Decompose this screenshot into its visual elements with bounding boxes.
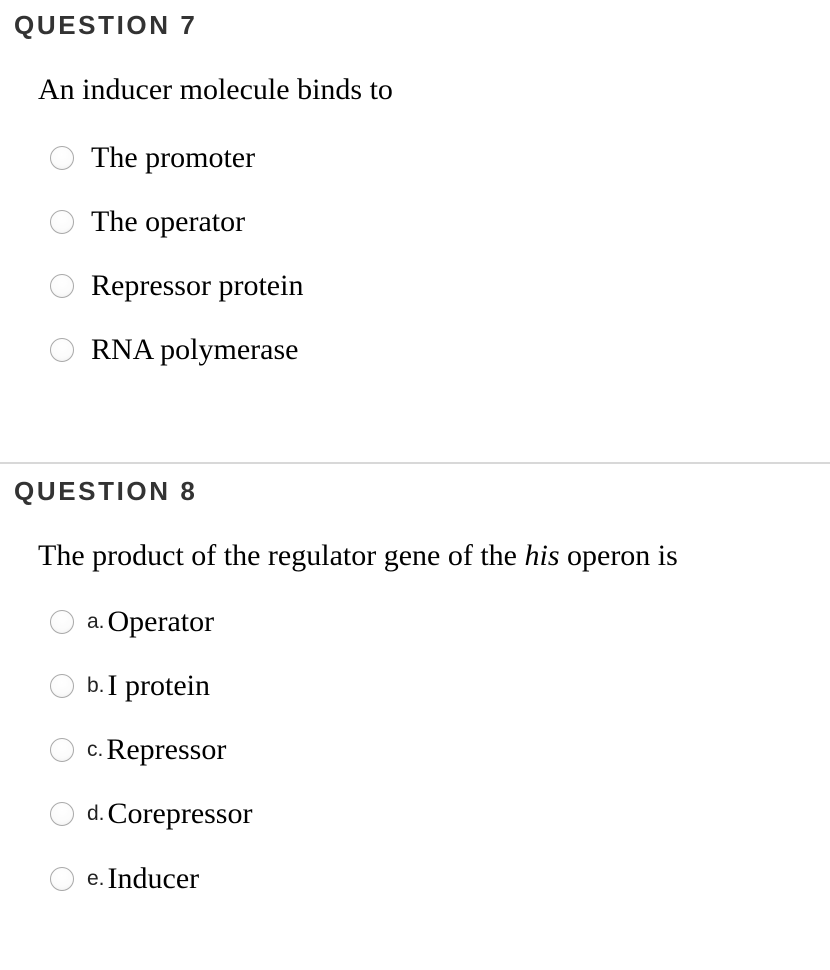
- answer-option-b[interactable]: [50, 668, 210, 704]
- answer-option-d[interactable]: [50, 796, 252, 832]
- question-7: [0, 0, 830, 462]
- question-text-part: operon is: [559, 539, 678, 572]
- radio-button[interactable]: [50, 210, 74, 234]
- radio-button[interactable]: [50, 738, 74, 762]
- answer-option[interactable]: [50, 332, 298, 368]
- answer-text: Repressor: [106, 733, 227, 766]
- radio-button[interactable]: [50, 802, 74, 826]
- answer-option-a[interactable]: [50, 604, 214, 640]
- answer-text: Repressor protein: [91, 269, 304, 302]
- answer-text: Corepressor: [107, 797, 253, 830]
- radio-button[interactable]: [50, 274, 74, 298]
- answer-text: Operator: [107, 605, 215, 638]
- answer-option[interactable]: [50, 268, 303, 304]
- answer-letter: b.: [87, 674, 105, 697]
- answer-option[interactable]: [50, 140, 255, 176]
- radio-button[interactable]: [50, 338, 74, 362]
- radio-button[interactable]: [50, 674, 74, 698]
- question-8: [0, 463, 830, 970]
- answer-option-c[interactable]: [50, 732, 226, 768]
- answer-letter: e.: [87, 867, 105, 890]
- answer-text: I protein: [107, 669, 210, 702]
- question-label: QUESTION 7: [14, 10, 198, 40]
- answer-text: Inducer: [107, 862, 200, 895]
- answer-letter: a.: [87, 610, 105, 633]
- answer-text: RNA polymerase: [91, 333, 299, 366]
- question-text-part: The product of the regulator gene of the: [38, 539, 525, 572]
- answer-option-e[interactable]: [50, 861, 199, 897]
- question-text-emphasis: his: [524, 539, 560, 572]
- question-text: An inducer molecule binds to: [38, 73, 393, 106]
- answer-letter: d.: [87, 802, 105, 825]
- radio-button[interactable]: [50, 146, 74, 170]
- radio-button[interactable]: [50, 867, 74, 891]
- answer-text: The operator: [91, 205, 246, 238]
- answer-text: The promoter: [91, 141, 256, 174]
- radio-button[interactable]: [50, 610, 74, 634]
- question-label: QUESTION 8: [14, 476, 198, 506]
- answer-letter: c.: [87, 738, 104, 761]
- question-text: [38, 539, 678, 573]
- answer-option[interactable]: [50, 204, 245, 240]
